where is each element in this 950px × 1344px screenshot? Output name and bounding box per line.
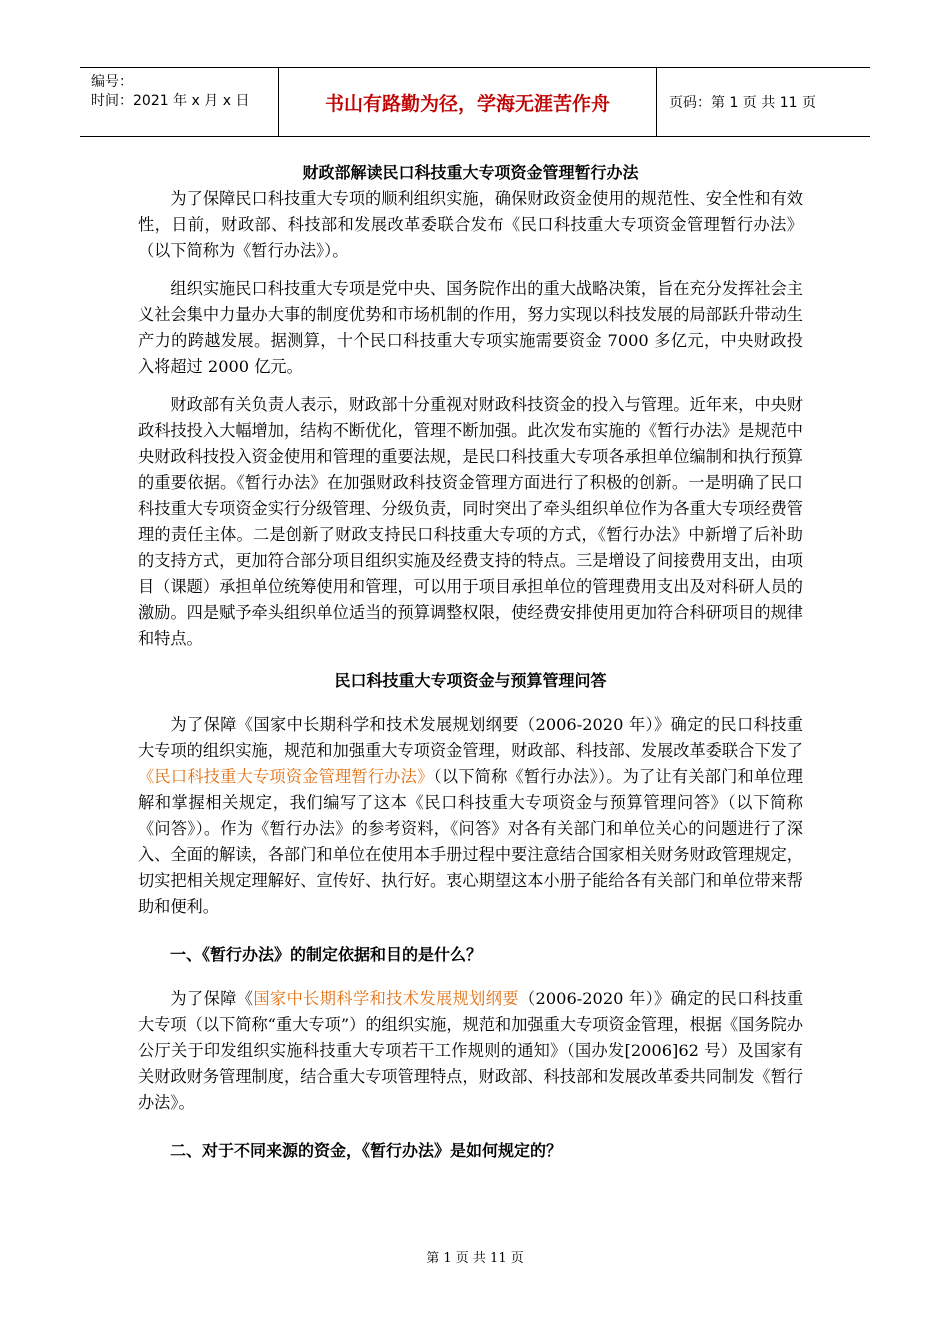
paragraph-4-text-b: （以下简称《暂行办法》）。为了让有关部门和单位理解和掌握相关规定，我们编写了这本《民口科技重大专项资金与预算管理问答》（以下简称《问答》）。作为《暂行办法》的参考资料，《问答》对各有关部门和单位关心的问题进行了深入、全面的解读，各部门和单位在使用本手册过程中要注意结合国家相关财务财政管理规定，切实把相关规定理解好、宣传好、执行好。衷心期望这本小册子能给各有关部门和单位带来帮助和便利。 [138,767,803,916]
paragraph-5-text-a: 为了保障《 [170,989,254,1008]
header-page-info: 页码：第 1 页 共 11 页 [669,95,816,111]
paragraph-3: 财政部有关负责人表示，财政部十分重视对财政科技资金的投入与管理。近年来，中央财政科技投入大幅增加，结构不断优化，管理不断加强。此次发布实施的《暂行办法》是规范中央财政科技投入资金使用和管理的重要法规，是民口科技重大专项各承担单位编制和执行预算的重要依据。《暂行办法》在加强财政科技资金管理方面进行了积极的创新。一是明确了民口科技重大专项资金实行分级管理、分级负责，同时突出了牵头组织单位作为各重大专项经费管理的责任主体。二是创新了财政支持民口科技重大专项的方式，《暂行办法》中新增了后补助的支持方式，更加符合部分项目组织实施及经费支持的特点。三是增设了间接费用支出，由项目（课题）承担单位统筹使用和管理，可以用于项目承担单位的管理费用支出及对科研人员的激励。四是赋予牵头组织单位适当的预算调整权限，使经费安排使用更加符合科研项目的规律和特点。 [138,395,803,648]
time-label: 时间：2021 年 x 月 x 日 [91,93,250,109]
document-body [138,160,803,1182]
header-motto: 书山有路勤为径，学海无涯苦作舟 [279,68,657,136]
question-1: 一、《暂行办法》的制定依据和目的是什么？ [170,945,483,964]
paragraph-4-text-a: 为了保障《国家中长期科学和技术发展规划纲要（2006-2020 年）》确定的民口科技重大专项的组织实施，规范和加强重大专项资金管理，财政部、科技部、发展改革委联合下发了 [138,715,803,760]
paragraph-2: 组织实施民口科技重大专项是党中央、国务院作出的重大战略决策，旨在充分发挥社会主义社会集中力量办大事的制度优势和市场机制的作用，努力实现以科技发展的局部跃升带动生产力的跨越发展。据测算，十个民口科技重大专项实施需要资金 7000 多亿元，中央财政投入将超过 2000 亿元。 [138,279,803,376]
paragraph-5-text-b: （2006-2020 年）》确定的民口科技重大专项（以下简称“重大专项”）的组织实施，规范和加强重大专项资金管理，根据《国务院办公厅关于印发组织实施科技重大专项若干工作规则的通知》（国办发[2006]62 号）及国家有关财政财务管理制度，结合重大专项管理特点，财政部、科技部和发展改革委共同制发《暂行办法》。 [138,989,804,1112]
number-label: 编号： [91,74,133,90]
measures-link[interactable]: 《民口科技重大专项资金管理暂行办法》 [138,767,434,786]
question-2: 二、对于不同来源的资金，《暂行办法》是如何规定的？ [170,1141,563,1160]
paragraph-1: 为了保障民口科技重大专项的顺利组织实施，确保财政资金使用的规范性、安全性和有效性，日前，财政部、科技部和发展改革委联合发布《民口科技重大专项资金管理暂行办法》（以下简称为《暂行办法》）。 [138,189,803,260]
page-header [80,67,870,137]
page-footer: 第 1 页 共 11 页 [426,1251,524,1266]
header-meta [80,68,279,136]
title-2: 民口科技重大专项资金与预算管理问答 [334,671,607,690]
paragraph-4 [138,712,803,920]
title-1: 财政部解读民口科技重大专项资金管理暂行办法 [302,163,639,182]
outline-link[interactable]: 国家中长期科学和技术发展规划纲要 [253,989,519,1008]
paragraph-5 [138,986,803,1116]
